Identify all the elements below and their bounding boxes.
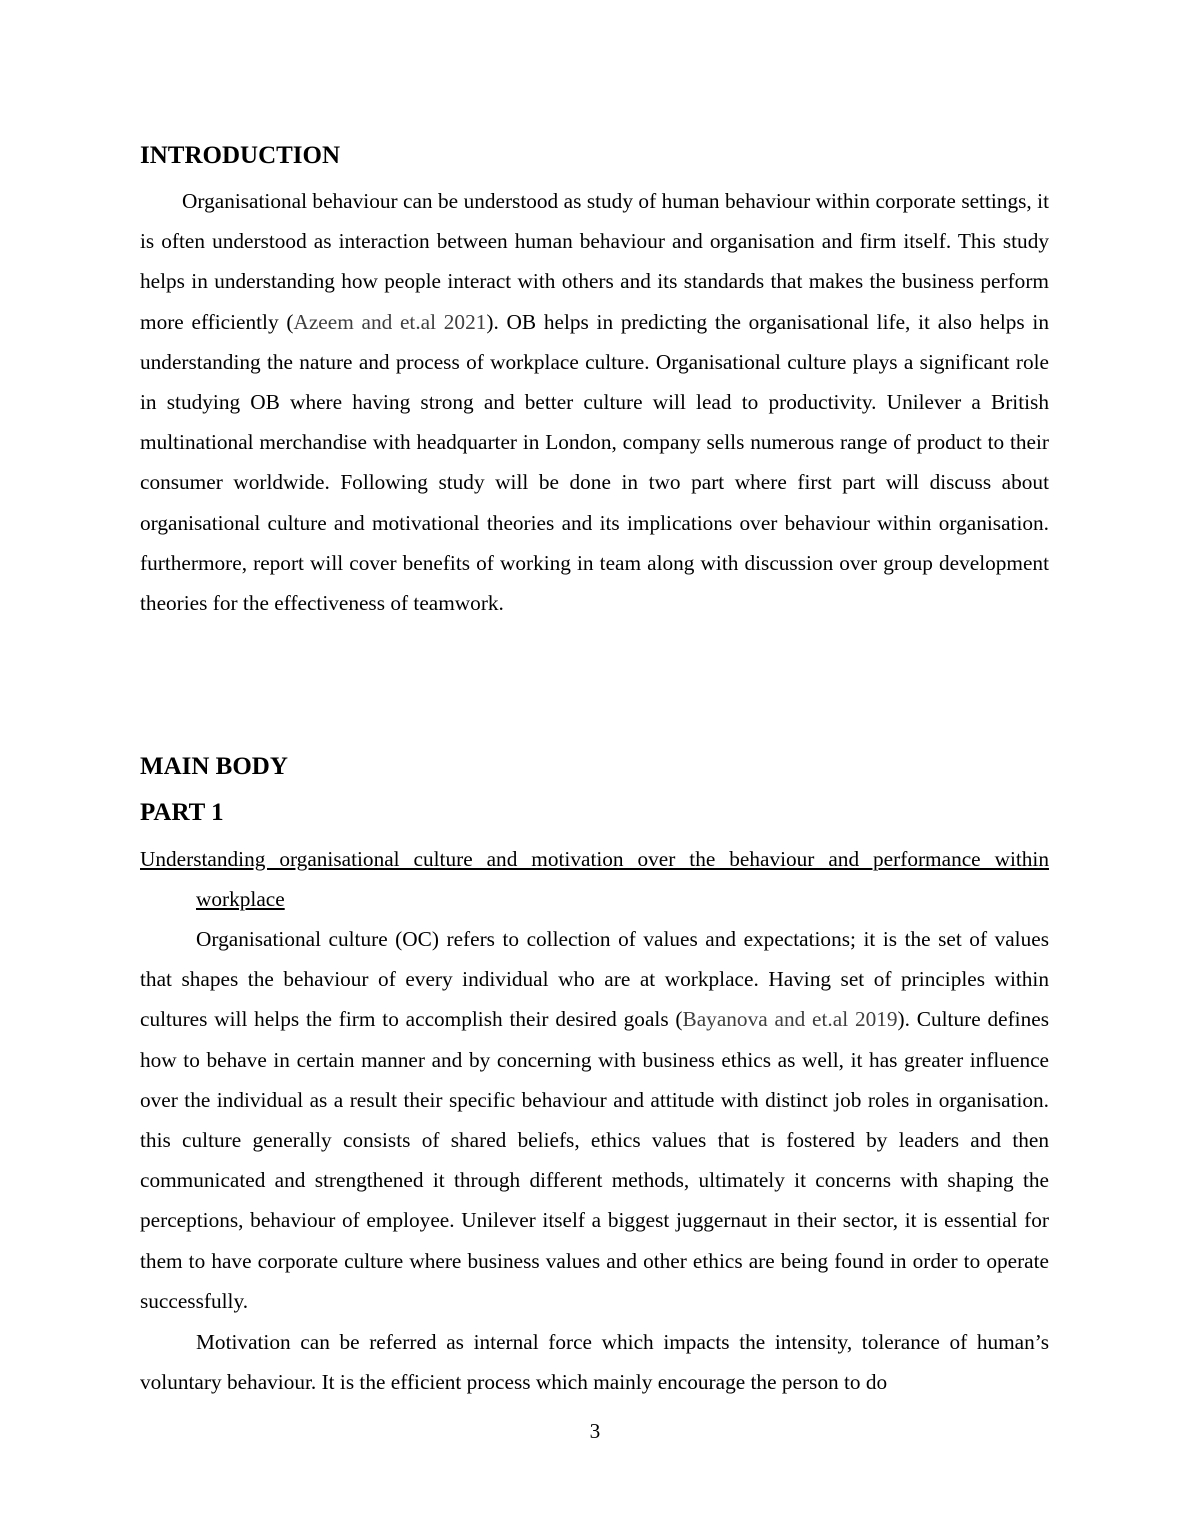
subheading-line-2: workplace xyxy=(196,887,285,912)
citation-bayanova: Bayanova and et.al 2019 xyxy=(682,1007,898,1032)
culture-text-part2: ). Culture defines how to behave in certain manner and by concerning with business ethics as well, it has greater influence over the individual as a result their specific behaviour and attitude with distinct job roles in organisation. this culture generally consists of shared beliefs, ethics values that is fostered by leaders and then communicated and strengthened it through different methods, ultimately it concerns with shaping the perceptions, behaviour of employee. Unilever itself a biggest juggernaut in their sector, it is essential for them to have corporate culture where business values and other ethics are being found in order to operate successfully. xyxy=(140,1007,1049,1313)
section-subheading xyxy=(140,839,1049,919)
introduction-text-part1: Organisational behaviour can be understood as study of human behaviour within corporate settings, it is often understood as interaction between human behaviour and organisation and firm itself. This study helps in understanding how people interact with others and its standards that makes the business perform more efficiently ( xyxy=(140,189,1049,334)
page-number: 3 xyxy=(589,1419,601,1443)
introduction-heading: INTRODUCTION xyxy=(140,142,341,169)
introduction-text-part2: ). OB helps in predicting the organisational life, it also helps in understanding the nature and process of workplace culture. Organisational culture plays a significant role in studying OB where having strong and better culture will lead to productivity. Unilever a British multinational merchandise with headquarter in London, company sells numerous range of product to their consumer worldwide. Following study will be done in two part where first part will discuss about organisational culture and motivational theories and its implications over behaviour within organisation. furthermore, report will cover benefits of working in team along with discussion over group development theories for the effectiveness of teamwork. xyxy=(140,309,1049,616)
subheading-line-1: Understanding organisational culture and motivation over the behaviour and performance within xyxy=(140,847,1049,871)
motivation-paragraph: Motivation can be referred as internal force which impacts the intensity, tolerance of human’s voluntary behaviour. It is the efficient process which mainly encourage the person to do xyxy=(140,1330,1049,1395)
introduction-paragraph xyxy=(140,181,1049,623)
main-body-heading: MAIN BODY xyxy=(140,753,288,780)
culture-text-part1: Organisational culture (OC) refers to collection of values and expectations; it is the set of values that shapes the behaviour of every individual who are at workplace. Having set of principles within cultures will helps the firm to accomplish their desired goals ( xyxy=(140,927,1049,1032)
citation-azeem: Azeem and et.al 2021 xyxy=(293,309,487,334)
culture-paragraph xyxy=(140,919,1049,1321)
part-heading: PART 1 xyxy=(140,799,224,826)
